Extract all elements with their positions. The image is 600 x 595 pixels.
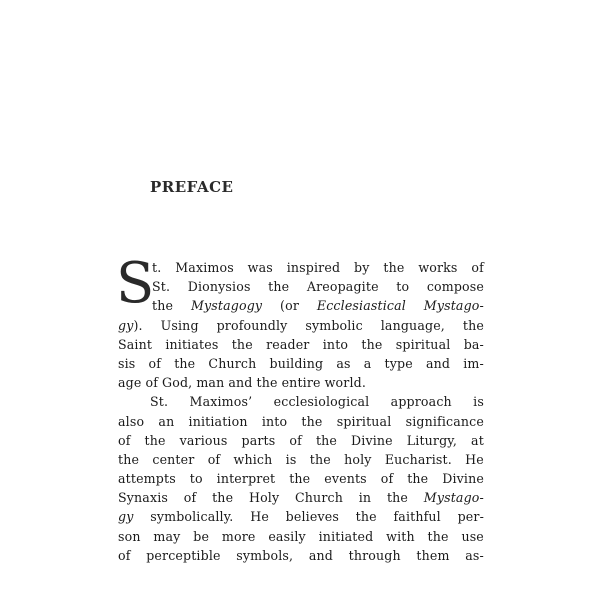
word: of <box>207 451 221 467</box>
text-line <box>118 296 484 315</box>
word: and <box>228 375 253 391</box>
word: of <box>145 375 159 391</box>
text-line <box>118 546 484 565</box>
word: also <box>118 413 145 429</box>
word: entire <box>281 375 321 391</box>
text-line <box>118 469 484 488</box>
word: Church <box>208 355 257 371</box>
word: approach <box>390 394 452 410</box>
word: interpret <box>216 471 276 487</box>
word: Using <box>160 317 199 333</box>
word: Liturgy, <box>406 432 458 448</box>
word: building <box>269 355 324 371</box>
word: Divine <box>442 471 484 487</box>
word: Ecclesiastical <box>316 298 406 314</box>
word: more <box>221 528 256 544</box>
word: of <box>183 490 197 506</box>
word: the <box>355 509 377 525</box>
line-words <box>118 373 484 392</box>
text-lines <box>116 251 484 565</box>
word: Holy <box>248 490 280 506</box>
text-line <box>118 277 484 296</box>
word: the <box>309 451 331 467</box>
line-words <box>152 296 484 315</box>
word: symbols, <box>236 547 294 563</box>
word: use <box>461 528 484 544</box>
word: the <box>315 432 338 448</box>
text-line <box>118 316 484 335</box>
word: of <box>148 355 162 371</box>
text-line <box>118 450 484 469</box>
word: gy <box>118 509 134 525</box>
word: language, <box>380 317 445 333</box>
word: events <box>324 471 367 487</box>
word: parts <box>241 432 276 448</box>
line-words <box>118 335 484 354</box>
word: ecclesiological <box>273 394 370 410</box>
text-line <box>118 527 484 546</box>
line-words <box>118 316 484 335</box>
word: may <box>153 528 181 544</box>
word: Mystago- <box>423 490 484 506</box>
word: of <box>380 471 394 487</box>
text-line <box>118 507 484 526</box>
word: per- <box>457 509 484 525</box>
word: of <box>471 260 484 275</box>
text-line <box>118 392 484 411</box>
word: profoundly <box>216 317 288 333</box>
word: as- <box>465 547 484 563</box>
word: the <box>361 336 383 352</box>
word: Eucharist. <box>384 451 452 467</box>
word: Maximos <box>175 260 234 275</box>
word: inspired <box>286 260 341 275</box>
word: as <box>336 355 351 371</box>
line-words <box>118 546 484 565</box>
line-words <box>118 507 484 526</box>
word: the <box>118 451 140 467</box>
word: ba- <box>463 336 484 352</box>
word: spiritual <box>395 336 451 352</box>
line-words <box>152 277 484 296</box>
word: type <box>384 355 413 371</box>
word: initiated <box>318 528 374 544</box>
word: age <box>118 375 142 391</box>
line-words <box>118 469 484 488</box>
word: the <box>256 375 278 391</box>
word: the <box>152 298 174 314</box>
word: (or <box>280 298 300 314</box>
word: into <box>261 413 288 429</box>
word: spiritual <box>336 413 392 429</box>
word: faithful <box>393 509 441 525</box>
word: im- <box>463 355 484 371</box>
word: is <box>285 451 297 467</box>
word: through <box>348 547 401 563</box>
line-words <box>118 488 484 507</box>
word: the <box>462 317 484 333</box>
text-line <box>118 373 484 392</box>
word: and <box>308 547 333 563</box>
body-text <box>116 251 484 565</box>
word: with <box>386 528 415 544</box>
word: of <box>289 432 302 448</box>
word: be <box>193 528 210 544</box>
word: at <box>471 432 484 448</box>
word: Synaxis <box>118 490 169 506</box>
word: the <box>383 260 405 275</box>
word: t. <box>152 260 162 275</box>
word: Divine <box>351 432 393 448</box>
word: the <box>144 432 166 448</box>
line-words <box>118 527 484 546</box>
word: a <box>363 355 372 371</box>
word: son <box>118 528 141 544</box>
text-line <box>118 488 484 507</box>
word: works <box>418 260 458 275</box>
drop-cap: S <box>116 251 155 316</box>
word: to <box>396 279 410 295</box>
word: and <box>425 355 451 371</box>
word: the <box>301 413 323 429</box>
word: Maximos’ <box>189 394 253 410</box>
word: in <box>358 490 372 506</box>
word: the <box>268 279 290 295</box>
word: to <box>189 471 203 487</box>
word: compose <box>426 279 484 295</box>
word: He <box>250 509 269 525</box>
line-words <box>118 450 484 469</box>
word: St. <box>150 394 169 410</box>
word: the <box>174 355 196 371</box>
line-words <box>150 392 484 411</box>
word: world. <box>324 375 366 391</box>
line-words <box>118 412 484 431</box>
word: of <box>118 547 131 563</box>
word: the <box>231 336 253 352</box>
text-line <box>118 412 484 431</box>
page-heading: PREFACE <box>150 178 234 196</box>
word: initiation <box>188 413 248 429</box>
word: gy). <box>118 317 143 333</box>
word: them <box>416 547 450 563</box>
line-words <box>152 258 484 277</box>
word: reader <box>266 336 310 352</box>
text-line <box>118 258 484 277</box>
word: significance <box>405 413 484 429</box>
word: God, <box>162 375 193 391</box>
text-line <box>118 431 484 450</box>
word: Areopagite <box>306 279 379 295</box>
word: Church <box>295 490 343 506</box>
text-line <box>118 354 484 373</box>
word: various <box>179 432 228 448</box>
word: the <box>407 471 429 487</box>
word: the <box>289 471 311 487</box>
word: of <box>118 432 131 448</box>
line-words <box>118 354 484 373</box>
word: attempts <box>118 471 176 487</box>
word: man <box>196 375 225 391</box>
word: Mystagogy <box>190 298 263 314</box>
word: believes <box>285 509 339 525</box>
word: center <box>152 451 195 467</box>
word: Saint <box>118 336 153 352</box>
word: was <box>247 260 273 275</box>
word: easily <box>268 528 306 544</box>
word: the <box>427 528 449 544</box>
word: perceptible <box>146 547 221 563</box>
word: symbolically. <box>150 509 234 525</box>
word: initiates <box>165 336 219 352</box>
word: sis <box>118 355 136 371</box>
word: the <box>386 490 409 506</box>
word: St. <box>152 279 171 295</box>
word: symbolic <box>305 317 363 333</box>
word: an <box>158 413 175 429</box>
word: into <box>322 336 349 352</box>
word: He <box>465 451 484 467</box>
word: by <box>354 260 370 275</box>
word: which <box>233 451 273 467</box>
word: the <box>212 490 234 506</box>
word: is <box>473 394 484 410</box>
line-words <box>118 431 484 450</box>
text-line <box>118 335 484 354</box>
word: holy <box>344 451 372 467</box>
word: Mystago- <box>423 298 484 314</box>
word: Dionysios <box>187 279 251 295</box>
